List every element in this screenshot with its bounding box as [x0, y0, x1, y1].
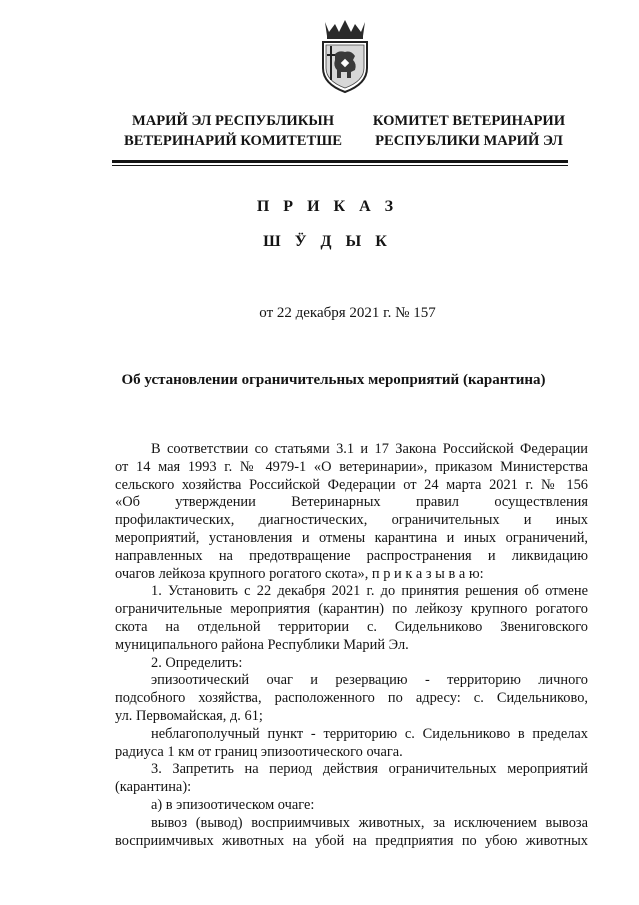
body-line: В соответствии со статьями 3.1 и 17 Закона Российской Федерации — [151, 441, 588, 457]
body-line: очагов лейкоза крупного рогатого скота», п р и к а з ы в а ю: — [115, 565, 484, 582]
body-line: ул. Первомайская, д. 61; — [115, 707, 263, 724]
body-line: (карантина): — [115, 779, 192, 796]
header-right-russian — [339, 111, 599, 151]
body-line: эпизоотический очаг и резервацию - территорию личного — [151, 672, 588, 689]
body-line: направленных на предотвращение распространения и ликвидацию — [115, 547, 588, 564]
body-line: 1. Установить с 22 декабря 2021 г. до принятия решения об отмене — [151, 583, 588, 600]
header-left-line-1: МАРИЙ ЭЛ РЕСПУБЛИКЫН — [131, 113, 335, 129]
document-title-mari: Ш Ӱ Д Ы К — [263, 233, 392, 250]
body-line: подсобного хозяйства, расположенного по адресу: с. Сидельниково, — [115, 690, 588, 707]
header-divider-thin — [112, 165, 568, 166]
header-right-line-2: РЕСПУБЛИКИ МАРИЙ ЭЛ — [375, 133, 563, 149]
header-left-line-2: ВЕТЕРИНАРИЙ КОМИТЕТШЕ — [123, 133, 342, 149]
body-line: 3. Запретить на период действия ограничительных мероприятий — [151, 761, 588, 778]
body-line: «Об утверждении Ветеринарных правил осуществления — [115, 494, 588, 511]
body-line: от 14 мая 1993 г. № 4979-1 «О ветеринарии», приказом Министерства — [115, 458, 588, 475]
body-line: радиуса 1 км от границ эпизоотического очага. — [115, 743, 403, 760]
body-line: сельского хозяйства Российской Федерации от 24 марта 2021 г. № 156 — [115, 476, 588, 493]
body-line: муниципального района Республики Марий Эл. — [115, 636, 409, 653]
document-date-number: от 22 декабря 2021 г. № 157 — [259, 305, 436, 321]
document-body — [115, 441, 588, 850]
body-line: 2. Определить: — [151, 654, 243, 671]
body-line: мероприятий, установления и отмены карантина и иных ограничений, — [115, 529, 588, 546]
body-line: профилактических, диагностических, ограничительных и иных — [115, 512, 588, 529]
coat-of-arms-emblem — [305, 16, 385, 96]
header-divider-thick — [112, 160, 568, 163]
body-line: ограничительные мероприятия (карантин) по лейкозу крупного рогатого — [115, 601, 588, 618]
body-line: скота на отдельной территории с. Сидельниково Звениговского — [115, 618, 588, 635]
header-right-line-1: КОМИТЕТ ВЕТЕРИНАРИИ — [372, 113, 566, 129]
document-subject: Об установлении ограничительных мероприятий (карантина) — [121, 372, 546, 388]
republic-mari-el-coat-of-arms-icon — [305, 16, 385, 96]
body-line: а) в эпизоотическом очаге: — [151, 796, 315, 813]
body-line: вывоз (вывод) восприимчивых животных, за исключением вывоза — [151, 814, 588, 831]
body-line: восприимчивых животных на убой на предприятия по убою животных — [115, 832, 588, 849]
body-line: неблагополучный пункт - территорию с. Сидельниково в пределах — [151, 725, 588, 742]
document-title-russian: П Р И К А З — [256, 198, 399, 215]
header-left-mari — [103, 111, 363, 151]
